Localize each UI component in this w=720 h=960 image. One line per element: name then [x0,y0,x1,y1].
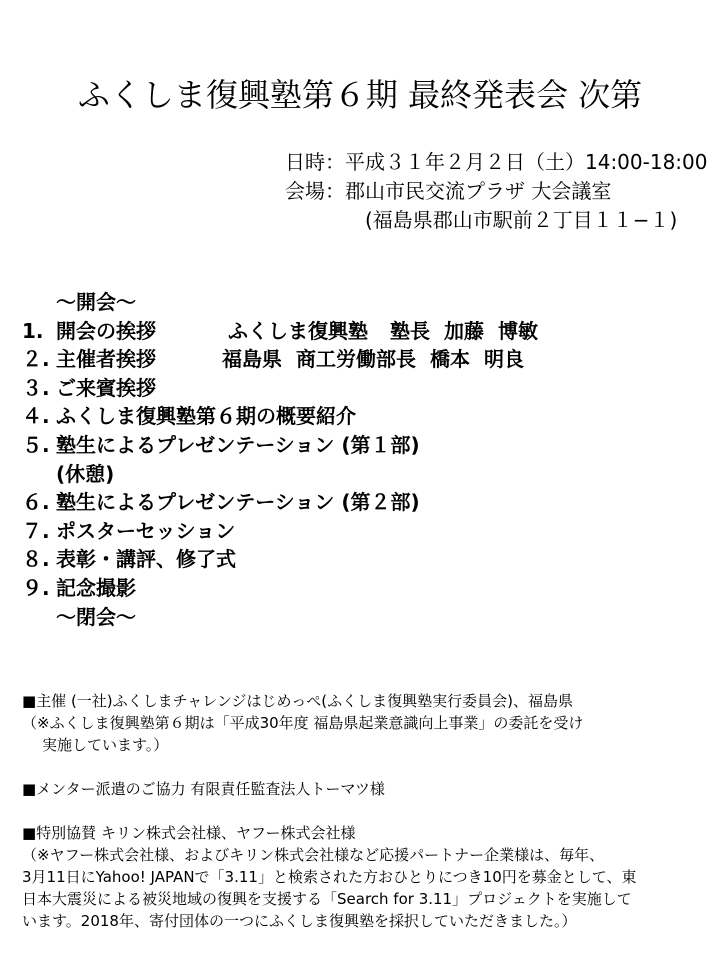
agenda-closing: ～閉会～ [56,604,136,629]
organizer-line: ■主催 (一社)ふくしまチャレンジはじめっぺ(ふくしま復興塾実行委員会)、福島県 [22,692,574,710]
agenda-item-text: 開会の挨拶 [56,318,156,343]
agenda-item-text: 主催者挨拶 [56,347,156,372]
mentor-block [22,778,702,800]
sponsor-block [22,822,702,932]
notes-section [22,690,702,932]
sponsor-note: 日本大震災による被災地域の復興を支援する「Search for 3.11」プロジェクトを実施して [22,890,632,908]
agenda-item [22,317,538,346]
sponsor-note: います。2018年、寄付団体の一つにふくしま復興塾を採択していただきました。） [22,912,577,930]
agenda-item-number: ３. [22,375,50,400]
date-label: 日時： [285,150,345,174]
agenda-opening: ～開会～ [56,290,136,314]
agenda-item-number: ９. [22,575,50,600]
agenda-item [22,402,538,431]
speaker-org: ふくしま復興塾 [228,318,368,343]
agenda-item [22,545,538,574]
page-title: ふくしま復興塾第６期 最終発表会 次第 [77,76,643,114]
venue-value: 郡山市民交流プラザ 大会議室 [345,179,612,203]
speaker-org: 福島県 [222,347,282,372]
agenda-item-text: 塾生によるプレゼンテーション (第１部) [56,432,420,457]
agenda-item-text: 塾生によるプレゼンテーション (第２部) [56,490,420,515]
agenda-item-number: ４. [22,404,50,429]
agenda-item [22,488,538,517]
sponsor-line: ■特別協賛 キリン株式会社様、ヤフー株式会社様 [22,824,356,842]
sponsor-note: （※ヤフー株式会社様、およびキリン株式会社様など応援パートナー企業様は、毎年、 [22,846,605,864]
agenda-item-number: ７. [22,518,50,543]
agenda-item [22,517,538,546]
organizer-note-cont: 実施しています。） [42,736,169,754]
venue-address: (福島県郡山市駅前２丁目１１−１) [365,208,678,232]
speaker-given-name: 明良 [484,347,524,372]
mentor-line: ■メンター派遣のご協力 有限責任監査法人トーマツ様 [22,780,385,798]
agenda [22,288,538,631]
agenda-item [22,574,538,603]
agenda-item-number: 1. [22,318,44,343]
agenda-item [22,374,538,403]
agenda-item-number: ２. [22,347,50,372]
agenda-item-number: ８. [22,547,50,572]
agenda-item-text: ご来賓挨拶 [56,375,156,400]
organizer-block [22,690,702,756]
sponsor-note: 3月11日にYahoo! JAPANで「3.11」と検索された方おひとりにつき10円を募金として、東 [22,868,637,886]
speaker-role: 商工労働部長 [296,347,416,372]
date-row [285,148,708,177]
agenda-item-text: 表彰・講評、修了式 [56,547,236,572]
event-info [285,148,708,235]
agenda-item [22,345,538,374]
speaker-family-name: 加藤 [444,318,484,343]
agenda-item-text: 記念撮影 [56,575,136,600]
agenda-break: (休憩) [56,461,115,486]
venue-label: 会場： [285,179,345,203]
speaker-given-name: 博敏 [498,318,538,343]
agenda-item-number: ５. [22,432,50,457]
speaker-role: 塾長 [390,318,430,343]
date-value: 平成３１年２月２日（土）14:00-18:00 [345,150,708,174]
agenda-item-text: ポスターセッション [56,518,236,543]
venue-row [285,177,708,206]
agenda-item-number: ６. [22,490,50,515]
speaker-family-name: 橋本 [430,347,470,372]
agenda-item-text: ふくしま復興塾第６期の概要紹介 [56,404,356,429]
organizer-note: （※ふくしま復興塾第６期は「平成30年度 福島県起業意識向上事業」の委託を受け [22,714,584,732]
agenda-item [22,431,538,460]
